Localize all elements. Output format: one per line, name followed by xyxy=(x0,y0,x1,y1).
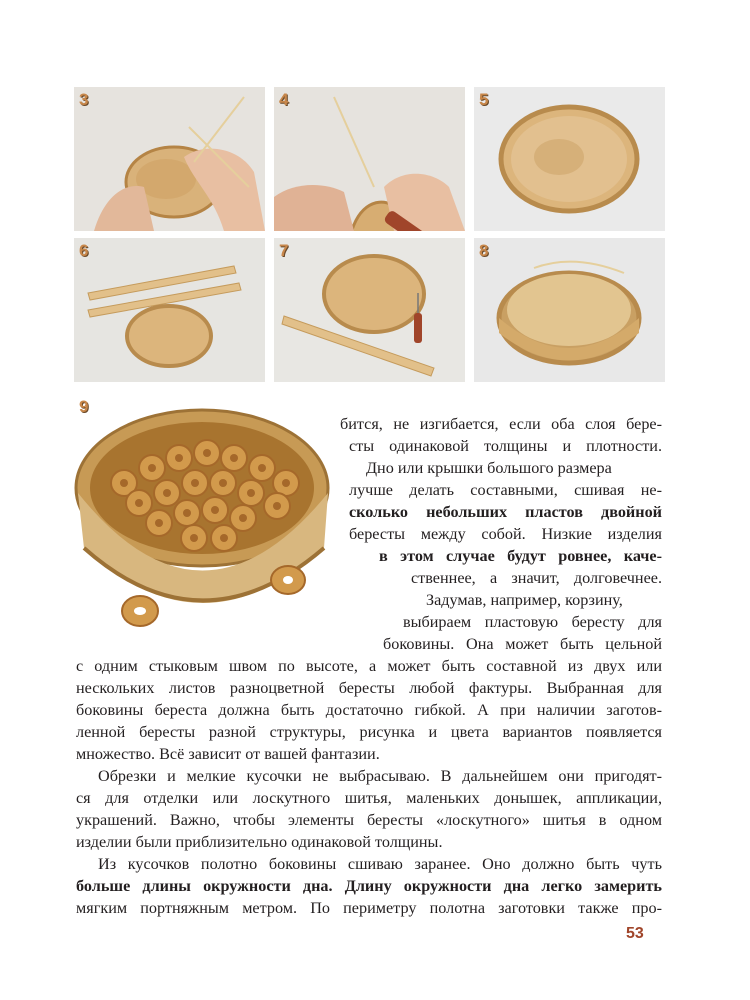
text-line: нескольких листов разноцветной бересты любой фактуры. Выбранная для xyxy=(76,679,662,697)
text-line: в этом случае будут ровнее, каче- xyxy=(379,547,662,565)
text-line: украшений. Важно, чтобы элементы бересты «лоскутного» шитья в одном xyxy=(76,811,662,829)
figure-label: 5 xyxy=(479,90,489,109)
text-line: с одним стыковым швом по высоте, а может быть составной из двух или xyxy=(76,657,662,675)
text-line: сколько небольших пластов двойной xyxy=(349,503,662,521)
text-line: бересты между собой. Низкие изделия xyxy=(349,525,662,543)
text-line: Задумав, например, корзину, xyxy=(426,591,623,609)
text-line: лучше делать составными, сшивая не- xyxy=(349,481,662,499)
figure-label: 6 xyxy=(79,241,89,260)
text-line: ся для отделки или лоскутного шитья, маленьких донышек, аппликации, xyxy=(76,789,662,807)
text-line: Обрезки и мелкие кусочки не выбрасываю. В дальнейшем они пригодят- xyxy=(98,767,662,785)
text-line: ленной бересты разной структуры, рисунка и цвета вариантов появляется xyxy=(76,723,662,741)
text-line: бится, не изгибается, если оба слоя бере- xyxy=(340,415,662,433)
figure-label: 4 xyxy=(279,90,289,109)
page-number: 53 xyxy=(626,925,644,942)
text-line: боковины. Она может быть цельной xyxy=(383,635,662,653)
figure-label: 8 xyxy=(479,241,489,260)
text-line: Из кусочков полотно боковины сшиваю заранее. Оно должно быть чуть xyxy=(98,855,662,873)
text-line: изделии были приблизительно одинаковой толщины. xyxy=(76,833,443,851)
text-line: мягким портняжным метром. По периметру полотна заготовки также про- xyxy=(76,899,662,917)
text-line: множество. Всё зависит от вашей фантазии. xyxy=(76,745,380,763)
figure-label: 7 xyxy=(279,241,289,260)
figure-label: 9 xyxy=(79,397,89,416)
figure-label: 3 xyxy=(79,90,89,109)
text-line: боковины береста должна быть достаточно гибкой. А при наличии заготов- xyxy=(76,701,662,719)
text-line: ственнее, а значит, долговечнее. xyxy=(411,569,662,587)
text-line: больше длины окружности дна. Длину окружности дна легко замерить xyxy=(76,877,662,895)
text-line: Дно или крышки большого размера xyxy=(366,459,612,477)
text-line: сты одинаковой толщины и плотности. xyxy=(349,437,662,455)
text-line: выбираем пластовую бересту для xyxy=(403,613,662,631)
